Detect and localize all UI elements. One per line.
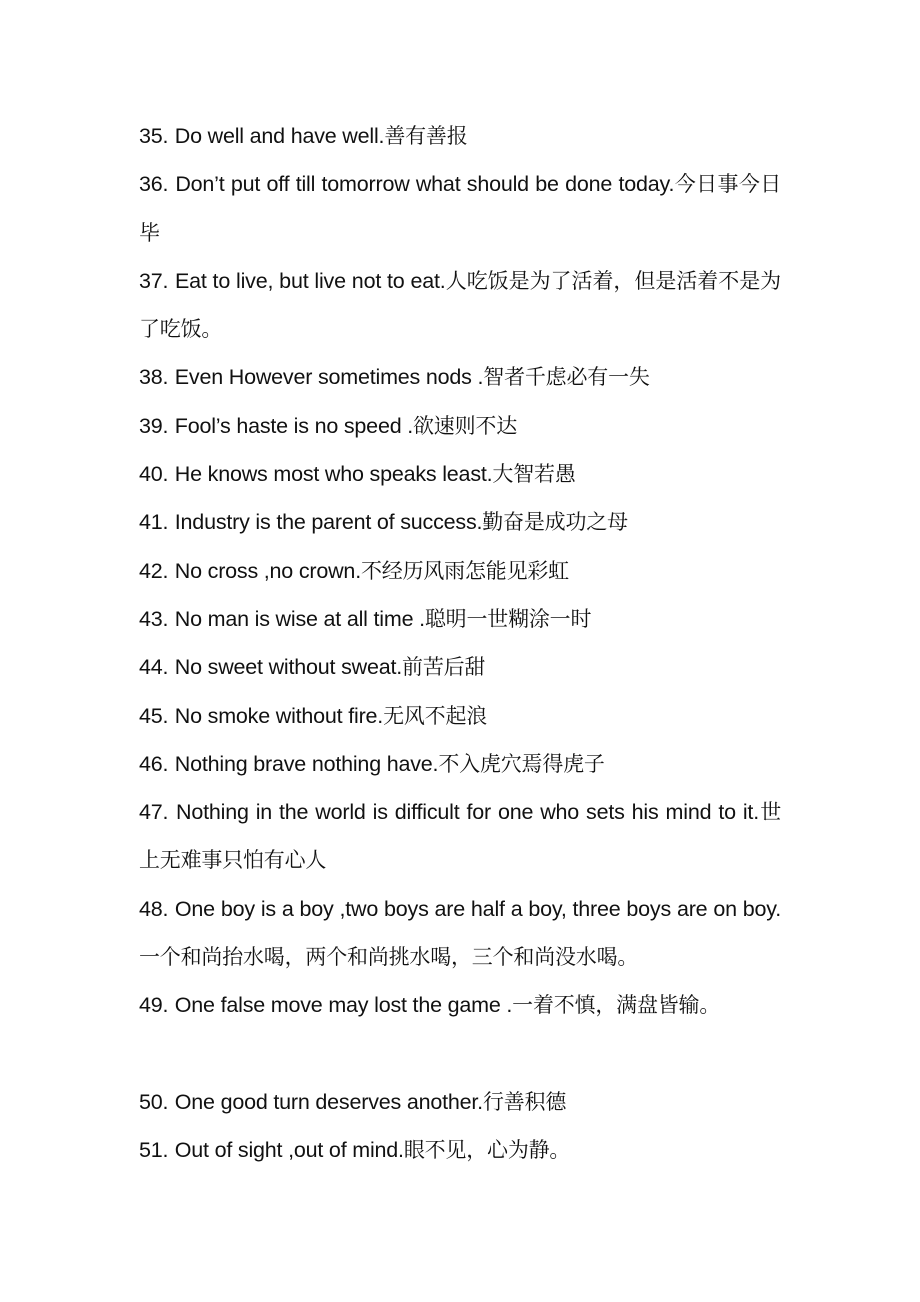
proverb-chinese: 行善积德 <box>482 1089 567 1114</box>
proverb-number: 41. <box>139 510 169 535</box>
proverb-chinese: 勤奋是成功之母 <box>482 510 628 535</box>
proverb-number: 36. <box>139 172 169 197</box>
proverb-39 <box>139 402 781 450</box>
proverb-number: 47. <box>139 800 169 825</box>
proverb-chinese: 人吃饭是为了活着，但是活着不是为了吃饭。 <box>139 268 781 342</box>
proverb-number: 49. <box>139 993 169 1018</box>
proverb-english: One false move may lost the game . <box>174 993 513 1018</box>
proverb-chinese: 善有善报 <box>384 124 468 148</box>
proverb-43 <box>139 595 781 643</box>
proverb-english: Don’t put off till tomorrow what should be done today. <box>175 172 675 197</box>
document-page <box>139 112 781 1175</box>
proverb-46 <box>139 740 781 788</box>
proverb-english: Even However sometimes nods . <box>174 365 484 390</box>
proverb-number: 43. <box>139 606 169 631</box>
proverb-chinese: 不入虎穴焉得虎子 <box>438 751 605 776</box>
proverb-49 <box>139 981 781 1029</box>
proverb-36 <box>139 160 781 257</box>
proverb-number: 35. <box>139 124 169 148</box>
proverb-english: Eat to live, but live not to eat. <box>174 268 446 293</box>
proverb-38 <box>139 353 781 401</box>
proverb-english: One good turn deserves another. <box>174 1089 483 1114</box>
proverb-number: 37. <box>139 268 169 293</box>
proverb-chinese: 一着不慎，满盘皆输。 <box>512 993 721 1018</box>
proverb-english: Fool’s haste is no speed . <box>174 413 413 438</box>
proverb-number: 40. <box>139 462 169 487</box>
proverb-english: No smoke without fire. <box>174 703 384 728</box>
proverb-44 <box>139 643 781 691</box>
proverb-37 <box>139 257 781 354</box>
proverb-chinese: 聪明一世糊涂一时 <box>424 606 592 631</box>
proverb-english: No man is wise at all time . <box>174 606 425 631</box>
proverb-number: 51. <box>139 1138 169 1163</box>
proverb-50 <box>139 1078 781 1126</box>
proverb-english: No cross ,no crown. <box>174 558 361 583</box>
proverb-number: 44. <box>139 655 169 680</box>
proverb-chinese: 不经历风雨怎能见彩虹 <box>360 558 569 583</box>
proverb-number: 50. <box>139 1089 169 1114</box>
proverb-english: No sweet without sweat. <box>174 655 403 680</box>
proverb-chinese: 大智若愚 <box>492 462 576 487</box>
proverb-chinese: 眼不见，心为静。 <box>403 1138 571 1163</box>
proverb-english: Do well and have well. <box>174 124 385 148</box>
proverb-chinese: 前苦后甜 <box>402 655 486 680</box>
proverb-45 <box>139 692 781 740</box>
proverb-chinese: 一个和尚抬水喝，两个和尚挑水喝，三个和尚没水喝。 <box>139 945 639 970</box>
proverb-english: Industry is the parent of success. <box>174 510 483 535</box>
proverb-english: One boy is a boy ,two boys are half a boy, three boys are on boy. <box>174 896 781 921</box>
proverb-chinese: 智者千虑必有一失 <box>483 365 650 390</box>
proverb-42 <box>139 547 781 595</box>
proverb-chinese: 今日事今日毕 <box>139 172 781 245</box>
proverb-english: Out of sight ,out of mind. <box>174 1138 404 1163</box>
proverb-chinese: 欲速则不达 <box>413 413 517 438</box>
proverb-english: Nothing in the world is difficult for one who sets his mind to it. <box>176 800 759 825</box>
proverb-35 <box>139 112 781 160</box>
proverb-number: 45. <box>139 703 169 728</box>
proverb-english: Nothing brave nothing have. <box>174 751 439 776</box>
proverb-51 <box>139 1126 781 1174</box>
proverb-number: 48. <box>139 896 169 921</box>
proverb-40 <box>139 450 781 498</box>
proverb-chinese: 无风不起浪 <box>383 703 488 728</box>
proverb-number: 46. <box>139 751 169 776</box>
proverb-47 <box>139 788 781 885</box>
proverb-number: 38. <box>139 365 169 390</box>
proverb-number: 39. <box>139 413 169 438</box>
blank-line <box>139 1030 781 1078</box>
proverb-48 <box>139 885 781 982</box>
proverb-english: He knows most who speaks least. <box>174 462 493 487</box>
proverb-number: 42. <box>139 558 169 583</box>
proverb-chinese: 世上无难事只怕有心人 <box>139 800 781 873</box>
proverb-41 <box>139 498 781 546</box>
